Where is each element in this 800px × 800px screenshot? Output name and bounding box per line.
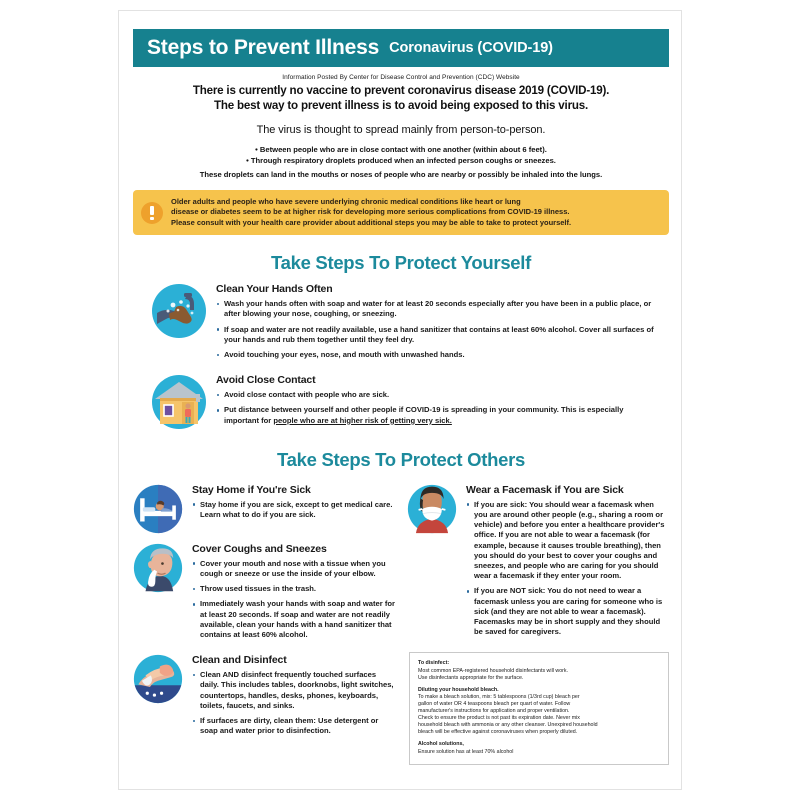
block-body-stay-home [192, 484, 395, 525]
disinfect-text-2e: household bleach with ammonia or any other cleanser. Unexpired household [418, 722, 598, 729]
list-item: If surfaces are dirty, clean them: Use detergent or soap and water prior to disinfection. [192, 716, 395, 736]
higher-risk-link[interactable]: people who are at higher risk of getting very sick. [273, 415, 452, 425]
list-item: If soap and water are not readily available, use a hand sanitizer that contains at least 60% alcohol. Cover all surfaces of your hands and rub them together until they feel dry. [216, 325, 659, 345]
disinfect-text-1a: Most common EPA-registered household disinfectants will work. [418, 667, 569, 674]
source-attribution: Information Posted By Center for Disease Control and Prevention (CDC) Website [282, 74, 520, 81]
list-item: If you are NOT sick: You do not need to wear a facemask unless you are caring for someone who is sick (and they are not able to wear a facemask). Facemasks may be in short supply and they should be saved for caregivers. [466, 586, 669, 637]
page-title: Steps to Prevent Illness [147, 36, 380, 59]
block-stay-home [133, 484, 395, 534]
bullets-clean-hands [216, 299, 659, 360]
bed-rest-icon [133, 484, 183, 534]
bullets-clean-disinfect [192, 670, 395, 736]
list-item: Throw used tissues in the trash. [192, 584, 395, 594]
spread-bullet-1: • Through respiratory droplets produced when an infected person coughs or sneezes. [246, 155, 556, 165]
block-clean-disinfect [133, 654, 395, 741]
heading-avoid-close-contact: Avoid Close Contact [216, 374, 316, 387]
section-protect-others [133, 475, 669, 765]
list-item: Avoid touching your eyes, nose, and mouth with unwashed hands. [216, 350, 659, 360]
lede-line-1: There is currently no vaccine to prevent coronavirus disease 2019 (COVID-19). [192, 84, 610, 97]
block-clean-hands [133, 283, 669, 365]
heading-stay-home: Stay Home if You're Sick [192, 483, 311, 496]
clean-surface-icon [133, 654, 183, 704]
bullets-avoid-close-contact [216, 390, 659, 426]
protect-others-left-column [133, 475, 395, 765]
spread-heading: The virus is thought to spread mainly from person-to-person. [256, 124, 546, 136]
list-item: If you are sick: You should wear a facemask when you are around other people (e.g., sharing a room or vehicle) and before you enter a healthcare provider's office. If you are not able to wear a facemask (for example, because it causes trouble breathing), then you should do your best to cover your coughs and sneezes, and people who are caring for you should wear a facemask if they enter your room. [466, 500, 669, 582]
block-cover-coughs [133, 543, 395, 645]
disinfect-info-box [409, 652, 669, 764]
list-item: Wash your hands often with soap and water for at least 20 seconds especially after you have been in a public place, or after blowing your nose, coughing, or sneezing. [216, 299, 659, 319]
heading-clean-hands: Clean Your Hands Often [216, 283, 333, 296]
block-body-cover-coughs [192, 543, 395, 645]
poster-frame [118, 10, 682, 790]
block-avoid-close-contact [133, 374, 669, 431]
risk-callout-line-2: disease or diabetes seem to be at higher risk for developing more serious complications from COVID-19 illness. [171, 207, 570, 217]
lede-text [133, 84, 669, 113]
bullets-cover-coughs [192, 559, 395, 640]
risk-callout [133, 190, 669, 235]
facemask-person-icon [407, 484, 457, 534]
protect-others-right-column [395, 475, 669, 765]
exclamation-icon [141, 202, 163, 224]
spread-bullets [133, 145, 669, 166]
disinfect-text-1b: Use disinfectants appropriate for the surface. [418, 674, 524, 681]
bullets-stay-home [192, 500, 395, 520]
list-item: Immediately wash your hands with soap and water for at least 20 seconds. If soap and water are not readily available, clean your hands with a hand sanitizer that contains at least 60% alcohol. [192, 599, 395, 640]
disinfect-text-2d: Check to ensure the product is not past its expiration date. Never mix [418, 715, 580, 722]
risk-callout-text [171, 197, 571, 228]
disinfect-heading-3: Alcohol solutions, [418, 741, 464, 748]
block-body-avoid-close-contact [216, 374, 669, 431]
section-protect-yourself [133, 283, 669, 431]
house-icon [151, 374, 207, 430]
lede-line-2: The best way to prevent illness is to avoid being exposed to this virus. [213, 98, 589, 112]
list-item: Clean AND disinfect frequently touched surfaces daily. This includes tables, doorknobs, light switches, countertops, handles, desks, phones, keyboards, toilets, faucets, and sinks. [192, 670, 395, 711]
list-item: Avoid close contact with people who are sick. [216, 390, 659, 400]
block-body-clean-disinfect [192, 654, 395, 741]
section-title-protect-yourself: Take Steps To Protect Yourself [270, 252, 531, 274]
risk-callout-line-3: Please consult with your health care provider about additional steps you may be able to take to protect yourself. [171, 217, 572, 227]
section-title-protect-others: Take Steps To Protect Others [277, 448, 525, 470]
list-item: Stay home if you are sick, except to get medical care. Learn what to do if you are sick. [192, 500, 395, 520]
header-banner [133, 29, 669, 67]
block-wear-facemask [407, 484, 669, 643]
handwashing-icon [151, 283, 207, 339]
disinfect-heading-2: Diluting your household bleach. [418, 686, 499, 693]
bullet-text: Put distance between yourself and other people if COVID-19 is spreading in your community. This is especially important for [224, 405, 624, 425]
disinfect-heading-1: To disinfect: [418, 660, 450, 667]
disinfect-text-2b: gallon of water OR 4 teaspoons bleach per quart of water. Follow [418, 700, 571, 707]
cough-sneeze-icon [133, 543, 183, 593]
bullets-wear-facemask [466, 500, 669, 638]
list-item: Cover your mouth and nose with a tissue when you cough or sneeze or use the inside of your elbow. [192, 559, 395, 579]
block-body-clean-hands [216, 283, 669, 365]
disinfect-text-2a: To make a bleach solution, mix: 5 tablespoons (1/3rd cup) bleach per [418, 693, 580, 700]
spread-bullet-0: • Between people who are in close contact with one another (within about 6 feet). [255, 145, 547, 154]
spread-note: These droplets can land in the mouths or noses of people who are nearby or possibly be inhaled into the lungs. [199, 170, 603, 179]
heading-cover-coughs: Cover Coughs and Sneezes [192, 542, 327, 555]
risk-callout-line-1: Older adults and people who have severe underlying chronic medical conditions like heart or lung [171, 197, 521, 206]
list-item [216, 405, 659, 425]
block-body-wear-facemask [466, 484, 669, 643]
disinfect-text-2f: bleach will be effective against coronaviruses when properly diluted. [418, 729, 578, 736]
heading-wear-facemask: Wear a Facemask if You are Sick [466, 483, 624, 496]
header-subtitle: Coronavirus (COVID-19) [389, 40, 553, 56]
disinfect-text-3a: Ensure solution has at least 70% alcohol [418, 748, 514, 755]
heading-clean-disinfect: Clean and Disinfect [192, 654, 287, 667]
disinfect-text-2c: manufacturer's instructions for application and proper ventilation. [418, 708, 570, 715]
poster [133, 29, 669, 755]
